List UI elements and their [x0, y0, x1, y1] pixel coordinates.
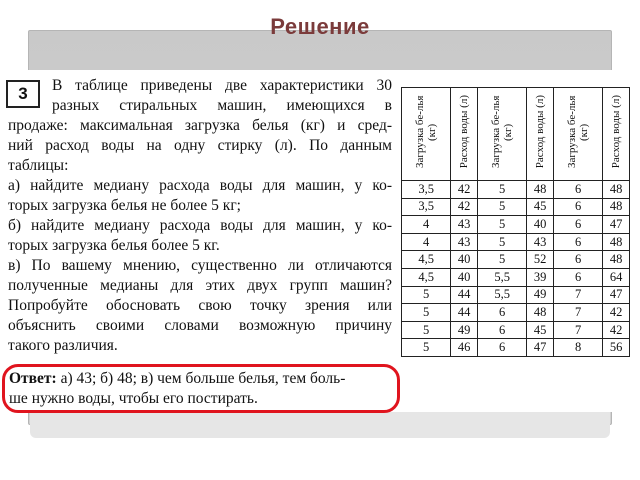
table-cell: 40 [527, 216, 554, 234]
table-cell: 43 [451, 216, 478, 234]
task-line: разных стиральных машин, имеющихся в [52, 97, 392, 114]
table-header-cell: Расход воды (л) [603, 88, 630, 181]
table-header-row [402, 88, 630, 181]
table-body [402, 181, 630, 357]
table-cell: 5 [402, 321, 451, 339]
table-cell: 6 [553, 181, 602, 199]
task-number: 3 [6, 80, 40, 108]
table-cell: 49 [451, 321, 478, 339]
table-cell: 49 [527, 286, 554, 304]
table-row [402, 286, 630, 304]
task-line: в) По вашему мнению, существенно ли отличаются [8, 257, 392, 274]
table-cell: 3,5 [402, 198, 451, 216]
table-cell: 3,5 [402, 181, 451, 199]
task-line: торых загрузка белья не более 5 кг; [8, 197, 241, 214]
task-line: полученные медианы для этих двух групп машин? [8, 277, 392, 294]
table-row [402, 233, 630, 251]
table-row [402, 198, 630, 216]
answer-text: а) 43; б) 48; в) чем больше белья, тем боль- [60, 370, 346, 387]
task-line: торых загрузка белья более 5 кг. [8, 237, 220, 254]
task-line: б) найдите медиану расхода воды для машин, у ко- [8, 217, 392, 234]
table-cell: 43 [451, 233, 478, 251]
table-cell: 48 [527, 304, 554, 322]
task-line: объяснить своими словами возможную причину [8, 317, 392, 334]
table-cell: 40 [451, 268, 478, 286]
table-cell: 5,5 [477, 268, 526, 286]
table-cell: 44 [451, 304, 478, 322]
table-cell: 47 [603, 286, 630, 304]
table-cell: 4 [402, 216, 451, 234]
table-cell: 5 [402, 339, 451, 357]
table-cell: 6 [477, 321, 526, 339]
table-cell: 42 [603, 321, 630, 339]
table-cell: 4 [402, 233, 451, 251]
table-cell: 52 [527, 251, 554, 269]
table-cell: 6 [553, 216, 602, 234]
table-cell: 47 [603, 216, 630, 234]
table-cell: 5 [477, 216, 526, 234]
table-cell: 42 [603, 304, 630, 322]
table-cell: 48 [603, 233, 630, 251]
table-cell: 4,5 [402, 251, 451, 269]
table-cell: 45 [527, 321, 554, 339]
table-cell: 6 [553, 268, 602, 286]
table-cell: 5 [477, 233, 526, 251]
table-row [402, 321, 630, 339]
table-cell: 5 [402, 286, 451, 304]
table-cell: 64 [603, 268, 630, 286]
table-cell: 6 [553, 251, 602, 269]
table-cell: 5,5 [477, 286, 526, 304]
table-cell: 6 [477, 339, 526, 357]
task-line: таблицы: [8, 157, 69, 174]
table-header-cell: Расход воды (л) [451, 88, 478, 181]
table-cell: 47 [527, 339, 554, 357]
table-cell: 4,5 [402, 268, 451, 286]
table-cell: 5 [477, 181, 526, 199]
table-cell: 39 [527, 268, 554, 286]
table-header-cell: Загрузка бе-лья (кг) [477, 88, 526, 181]
task-line: продаже: максимальная загрузка белья (кг) и сред- [8, 117, 392, 134]
table-cell: 42 [451, 198, 478, 216]
table-cell: 5 [477, 198, 526, 216]
table-row [402, 251, 630, 269]
table-row [402, 339, 630, 357]
table-row [402, 304, 630, 322]
table-cell: 56 [603, 339, 630, 357]
task-line: Попробуйте обосновать свою точку зрения или [8, 297, 392, 314]
answer-label: Ответ: [9, 370, 57, 387]
table-cell: 7 [553, 321, 602, 339]
task-line: такого различия. [8, 337, 118, 354]
table-cell: 48 [527, 181, 554, 199]
slide-title: Решение [270, 14, 370, 39]
task-line: В таблице приведены две характеристики 30 [52, 77, 392, 94]
table-cell: 46 [451, 339, 478, 357]
table-cell: 6 [477, 304, 526, 322]
table-cell: 5 [402, 304, 451, 322]
task-line: а) найдите медиану расхода воды для машин, у ко- [8, 177, 392, 194]
answer-line [9, 370, 345, 388]
table-cell: 6 [553, 198, 602, 216]
table-row [402, 181, 630, 199]
table-cell: 7 [553, 304, 602, 322]
table-cell: 6 [553, 233, 602, 251]
table-header-cell: Загрузка бе-лья (кг) [553, 88, 602, 181]
table-cell: 40 [451, 251, 478, 269]
table-cell: 42 [451, 181, 478, 199]
table-cell: 8 [553, 339, 602, 357]
answer-text-line-2: ше нужно воды, чтобы его постирать. [9, 390, 258, 407]
table-row [402, 216, 630, 234]
table-cell: 48 [603, 251, 630, 269]
table-cell: 45 [527, 198, 554, 216]
table-header-cell: Загрузка бе-лья (кг) [402, 88, 451, 181]
table-cell: 44 [451, 286, 478, 304]
table-cell: 43 [527, 233, 554, 251]
table-cell: 5 [477, 251, 526, 269]
table-header-cell: Расход воды (л) [527, 88, 554, 181]
task-line: ний расход воды на одну стирку (л). По данным [8, 137, 392, 154]
table-cell: 48 [603, 198, 630, 216]
data-table [401, 87, 630, 357]
table-cell: 7 [553, 286, 602, 304]
table-row [402, 268, 630, 286]
table-cell: 48 [603, 181, 630, 199]
